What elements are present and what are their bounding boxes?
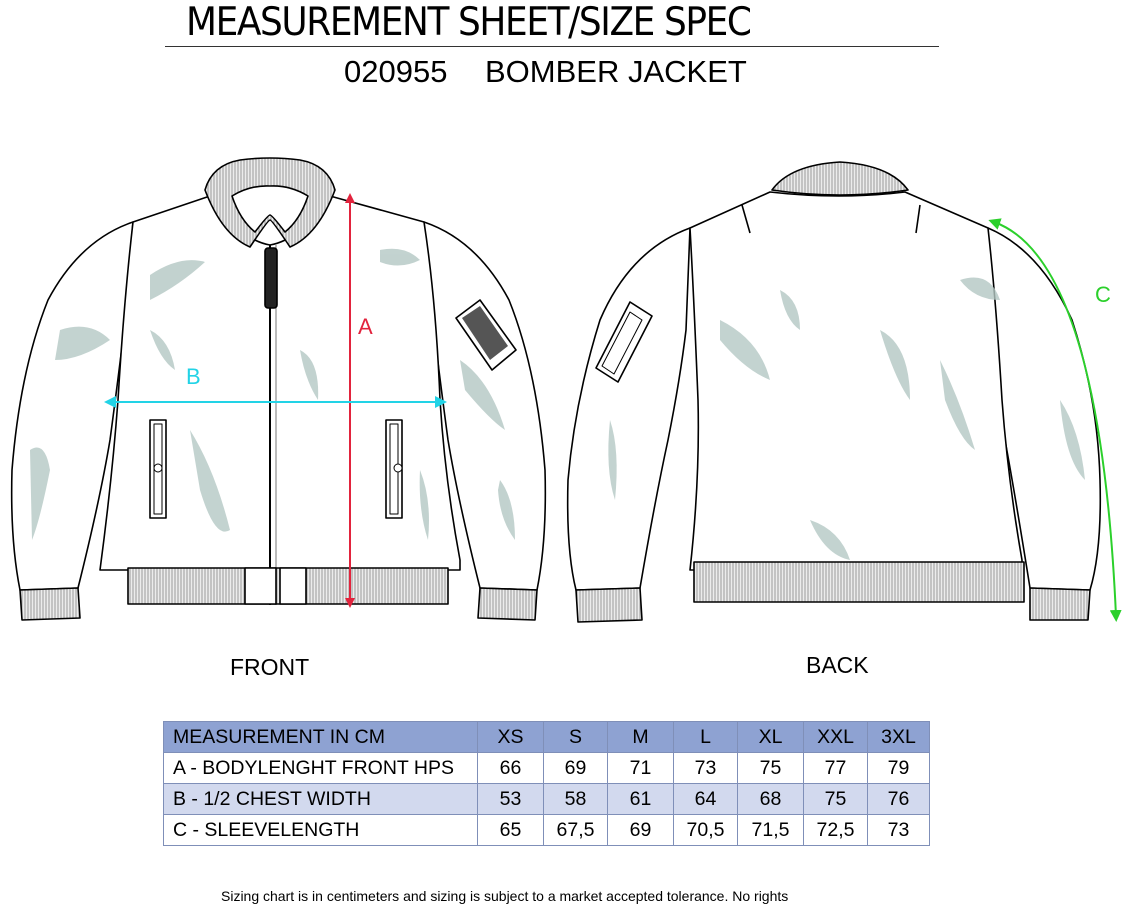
front-view-label: FRONT <box>230 654 310 680</box>
size-spec-table <box>163 721 930 846</box>
table-cell: 64 <box>674 784 738 815</box>
table-cell: 61 <box>608 784 674 815</box>
table-cell: B - 1/2 CHEST WIDTH <box>164 784 478 815</box>
table-row <box>164 815 930 846</box>
article-number: 020955 <box>344 54 448 89</box>
back-left-cuff <box>576 588 642 622</box>
table-cell: 77 <box>804 753 868 784</box>
table-cell: 79 <box>868 753 930 784</box>
table-cell: 66 <box>478 753 544 784</box>
back-jacket <box>568 162 1101 622</box>
sheet-title: MEASUREMENT SHEET/SIZE SPEC <box>186 0 751 45</box>
table-cell: 69 <box>608 815 674 846</box>
front-left-cuff <box>20 588 80 620</box>
front-jacket <box>12 158 546 620</box>
back-right-cuff <box>1030 588 1090 620</box>
table-header-cell: XL <box>738 722 804 753</box>
table-cell: C - SLEEVELENGTH <box>164 815 478 846</box>
table-row <box>164 753 930 784</box>
table-header-cell: XXL <box>804 722 868 753</box>
table-cell: 69 <box>544 753 608 784</box>
dimension-label-a: A <box>358 314 373 339</box>
back-left-sleeve <box>568 228 690 590</box>
table-cell: 67,5 <box>544 815 608 846</box>
table-cell: 75 <box>804 784 868 815</box>
table-cell: 70,5 <box>674 815 738 846</box>
dimension-label-c: C <box>1095 282 1111 307</box>
table-header-cell: S <box>544 722 608 753</box>
table-cell: 58 <box>544 784 608 815</box>
table-cell: 73 <box>674 753 738 784</box>
table-cell: 76 <box>868 784 930 815</box>
table-cell: 72,5 <box>804 815 868 846</box>
table-row <box>164 784 930 815</box>
table-header-cell: 3XL <box>868 722 930 753</box>
back-hem-rib <box>694 562 1024 602</box>
table-cell: A - BODYLENGHT FRONT HPS <box>164 753 478 784</box>
table-header-cell: XS <box>478 722 544 753</box>
dimension-label-b: B <box>186 364 201 389</box>
table-header-cell: L <box>674 722 738 753</box>
table-cell: 71,5 <box>738 815 804 846</box>
table-header-row <box>164 722 930 753</box>
table-cell: 73 <box>868 815 930 846</box>
front-right-cuff <box>478 588 537 620</box>
footer-disclaimer: Sizing chart is in centimeters and sizing is subject to a market accepted tolerance. No rights <box>221 888 789 904</box>
table-cell: 71 <box>608 753 674 784</box>
table-cell: 53 <box>478 784 544 815</box>
table-header-cell: M <box>608 722 674 753</box>
product-name: BOMBER JACKET <box>485 54 747 89</box>
back-view-label: BACK <box>806 652 869 678</box>
back-body <box>690 192 1022 570</box>
table-cell: 65 <box>478 815 544 846</box>
back-collar <box>772 162 908 195</box>
table-header-cell: MEASUREMENT IN CM <box>164 722 478 753</box>
table-cell: 68 <box>738 784 804 815</box>
table-cell: 75 <box>738 753 804 784</box>
